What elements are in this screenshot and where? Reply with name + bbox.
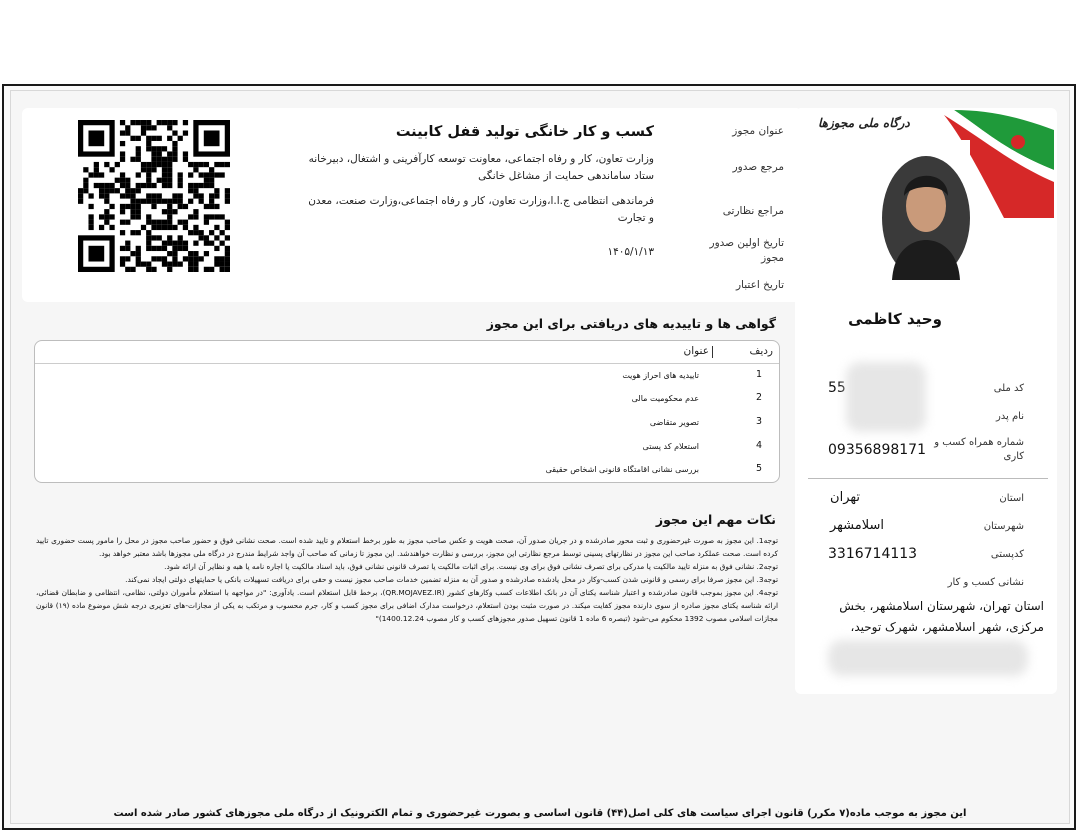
certificates-table <box>34 340 780 483</box>
row-num: 3 <box>755 416 763 427</box>
supervisor-label: مراجع نظارتی <box>722 205 784 217</box>
row-title: تاییدیه های احراز هویت <box>622 371 699 380</box>
row-title: بررسی نشانی اقامتگاه قانونی اشخاص حقیقی <box>545 465 699 474</box>
note-item: توجه3. این مجوز صرفا برای رسمی و قانونی شدن کسب-وکار در محل یادشده صادرشده و صدور آن به منزله تضمین خدمات صاحب مجوز نیست و حقی برای دریافت تسهیلات بانکی یا حمایتهای دولتی ایجاد نمی‌کند. <box>125 575 778 584</box>
holder-name: وحید کاظمی <box>848 310 942 328</box>
note-item: توجه1. این مجوز به صورت غیرحضوری و ثبت محور صادرشده و در جریان صدور آن، صحت هویت و عکس صاحب مجوز به طور برخط استعلام و تایید شده است. صحت نشانی فوق و حضور صاحب مجوز در محل را مامور پست حضوری تایید کرده است. صحت عملکرد صاحب این مجوز در نظارتهای پسینی توسط مرجع نظارتی این مجوز، بررسی و نظارت خواهندشد. این مجوز تا زمانی که صاحب آن واجد شرایط مندرج در درگاه ملی مجوزها باشد معتبر خواهد بود. <box>36 536 778 558</box>
license-title: کسب و کار خانگی تولید قفل کابینت <box>395 124 654 140</box>
first-issue-label: تاریخ اولین صدور مجوز <box>709 237 784 264</box>
portal-logo: درگاه ملی مجوزها <box>818 116 910 130</box>
address-value: استان تهران، شهرستان اسلامشهر، بخش مرکزی، شهر اسلامشهر، شهرک توحید، <box>839 599 1044 634</box>
qr-code <box>78 120 230 272</box>
mobile-label: شماره همراه کسب و کاری <box>934 437 1024 462</box>
issuer-label: مرجع صدور <box>732 161 784 173</box>
row-title: تصویر متقاضی <box>649 418 699 427</box>
license-title-label: عنوان مجوز <box>732 125 784 137</box>
mobile-value: 09356898171 <box>828 442 926 458</box>
notes-body <box>36 534 778 625</box>
national-code-label: کد ملی <box>993 383 1024 394</box>
row-title: استعلام کد پستی <box>642 442 699 451</box>
validity-label: تاریخ اعتبار <box>735 279 784 291</box>
address-label: نشانی کسب و کار <box>947 577 1024 588</box>
note-item: توجه4. این مجوز بموجب قانون صادرشده و اعتبار شناسه یکتای آن در بانک اطلاعات کسب وکارهای کشور (QR.MOJAVEZ.IR)، برخط قابل استعلام است. یادآوری: "در مواجهه با استعلام مأموران دولتی، نظامی، انتظامی و ضابطان قضائی، ارائه شناسه یکتای مجوز صادره از سوی دارنده مجوز کفایت میکند. در صورت مثبت بودن استعلام، درخواست مدارک اضافی برای مجوز کسب و کار، جرم محسوب و مرتکب به یکی از مجازات-های تعزیری درجه شش موضوع ماده (۱۹) قانون مجازات اسلامی مصوب 1392 محکوم می-شود (تبصره 6 ماده 1 قانون تسهیل صدور مجوزهای کسب و کار مصوب 1400.12.24)" <box>36 588 778 623</box>
note-item: توجه2. نشانی فوق به منزله تایید مالکیت یا مدرکی برای تصرف نشانی فوق برای وی نیست. برای اثبات مالکیت یا تصرف قانونی نشانی فوق، باید اسناد مالکیت یا اجاره نامه یا هبه و نظایر آن ارائه شود. <box>164 562 778 571</box>
footer-statement: این مجوز به موجب ماده(۷ مکرر) قانون اجرای سیاست های کلی اصل(۴۴) قانون اساسی و بصورت غیرحضوری و تمام الکترونیک از درگاه ملی مجوزهای کشور صادر شده است <box>113 808 967 819</box>
certificates-title: گواهی ها و تاییدیه های دریافتی برای این مجوز <box>486 316 776 331</box>
col-row-header: ردیف <box>749 345 773 357</box>
row-num: 1 <box>755 369 763 380</box>
supervisor-value: فرماندهی انتظامی ج.ا.ا،وزارت تعاون، کار و رفاه اجتماعی،وزارت صنعت، معدن و تجارت <box>308 195 654 224</box>
national-code-value: 55 <box>828 380 846 396</box>
province-label: استان <box>999 493 1024 504</box>
header-separator <box>712 346 713 358</box>
row-title: عدم محکومیت مالی <box>631 394 699 403</box>
holder-photo <box>882 140 970 280</box>
row-num: 2 <box>755 392 763 403</box>
province-value: تهران <box>830 490 860 505</box>
row-num: 5 <box>755 463 763 474</box>
row-num: 4 <box>755 440 763 451</box>
redaction-blur <box>846 362 926 432</box>
father-name-label: نام پدر <box>995 411 1024 422</box>
notes-title: نکات مهم این مجوز <box>655 512 776 527</box>
city-value: اسلامشهر <box>830 518 884 533</box>
postal-code-value: 3316714113 <box>828 546 918 562</box>
header-rule <box>35 363 779 364</box>
first-issue-value: ۱۴۰۵/۱/۱۳ <box>607 246 654 258</box>
holder-divider <box>808 478 1048 479</box>
postal-code-label: کدپستی <box>990 549 1024 560</box>
address-redaction-blur <box>828 640 1028 676</box>
col-title-header: عنوان <box>683 345 709 357</box>
issuer-value: وزارت تعاون، کار و رفاه اجتماعی، معاونت توسعه کارآفرینی و اشتغال، دبیرخانه ستاد ساماندهی حمایت از مشاغل خانگی <box>308 153 654 182</box>
city-label: شهرستان <box>983 521 1024 532</box>
